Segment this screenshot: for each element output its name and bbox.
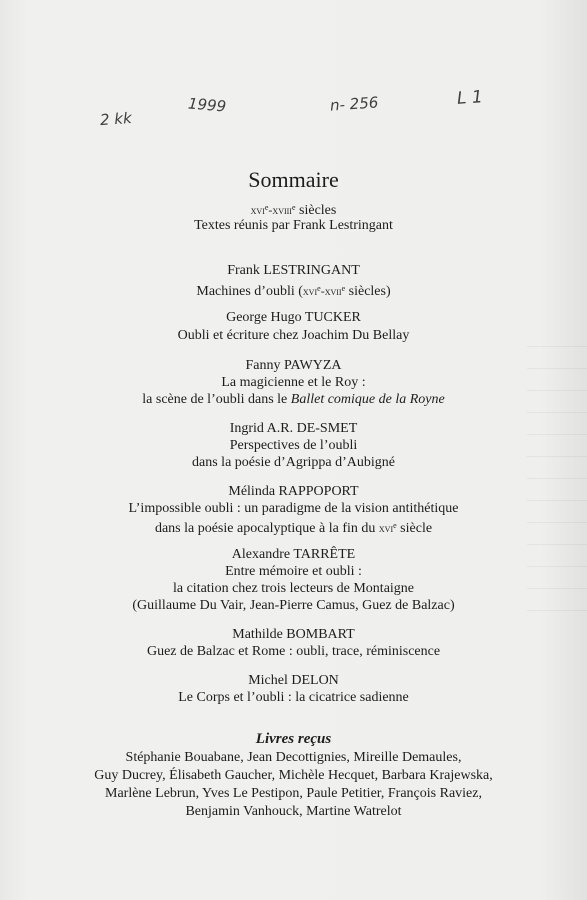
handwritten-note: 2 kk [99,108,133,130]
article-title: la scène de l’oubli dans le Ballet comique de la Royne [142,392,445,407]
article-author: Fanny PAWYZA [245,358,342,373]
article-title: Oubli et écriture chez Joachim Du Bellay [177,328,410,343]
article-title: dans la poésie d’Agrippa d’Aubigné [192,455,395,470]
article-title: La magicienne et le Roy : [221,375,366,390]
article-author: Alexandre TARRÊTE [231,547,356,562]
article-author: Michel DELON [248,673,339,688]
article-title: la citation chez trois lecteurs de Montaigne [172,581,415,596]
article-title: Le Corps et l’oubli : la cicatrice sadienne [178,690,409,705]
article-title: dans la poésie apocalyptique à la fin du xvi$^e$ siècle [154,521,433,536]
period-line: xvi$^e$-xviii$^e$ siècles [250,203,337,218]
books-received-line: Marlène Lebrun, Yves Le Pestipon, Paule Petitier, François Raviez, [105,786,482,801]
handwritten-note: n- 256 [329,93,379,115]
handwritten-note: 1999 [187,94,227,116]
books-received-heading: Livres reçus [255,731,332,747]
books-received-line: Stéphanie Bouabane, Jean Decottignies, Mireille Demaules, [125,750,462,765]
article-author: George Hugo TUCKER [226,310,361,325]
article-author: Mélinda RAPPOPORT [228,484,359,499]
books-received-line: Guy Ducrey, Élisabeth Gaucher, Michèle Hecquet, Barbara Krajewska, [94,768,493,783]
article-title: L’impossible oubli : un paradigme de la vision antithétique [128,501,459,516]
article-title: Entre mémoire et oubli : [225,564,362,579]
handwritten-note: L 1 [456,87,484,109]
article-author: Ingrid A.R. DE-SMET [229,421,358,436]
article-title: Machines d’oubli (xvi$^e$-xvii$^e$ siècles) [196,284,391,299]
article-author: Frank LESTRINGANT [227,263,360,278]
editor-line: Textes réunis par Frank Lestringant [194,218,393,233]
books-received-line: Benjamin Vanhouck, Martine Watrelot [185,804,402,819]
article-author: Mathilde BOMBART [232,627,355,642]
article-title: Perspectives de l’oubli [229,438,358,453]
page-title: Sommaire [248,167,339,192]
article-title: (Guillaume Du Vair, Jean-Pierre Camus, Guez de Balzac) [132,598,455,613]
article-title: Guez de Balzac et Rome : oubli, trace, réminiscence [146,644,441,659]
